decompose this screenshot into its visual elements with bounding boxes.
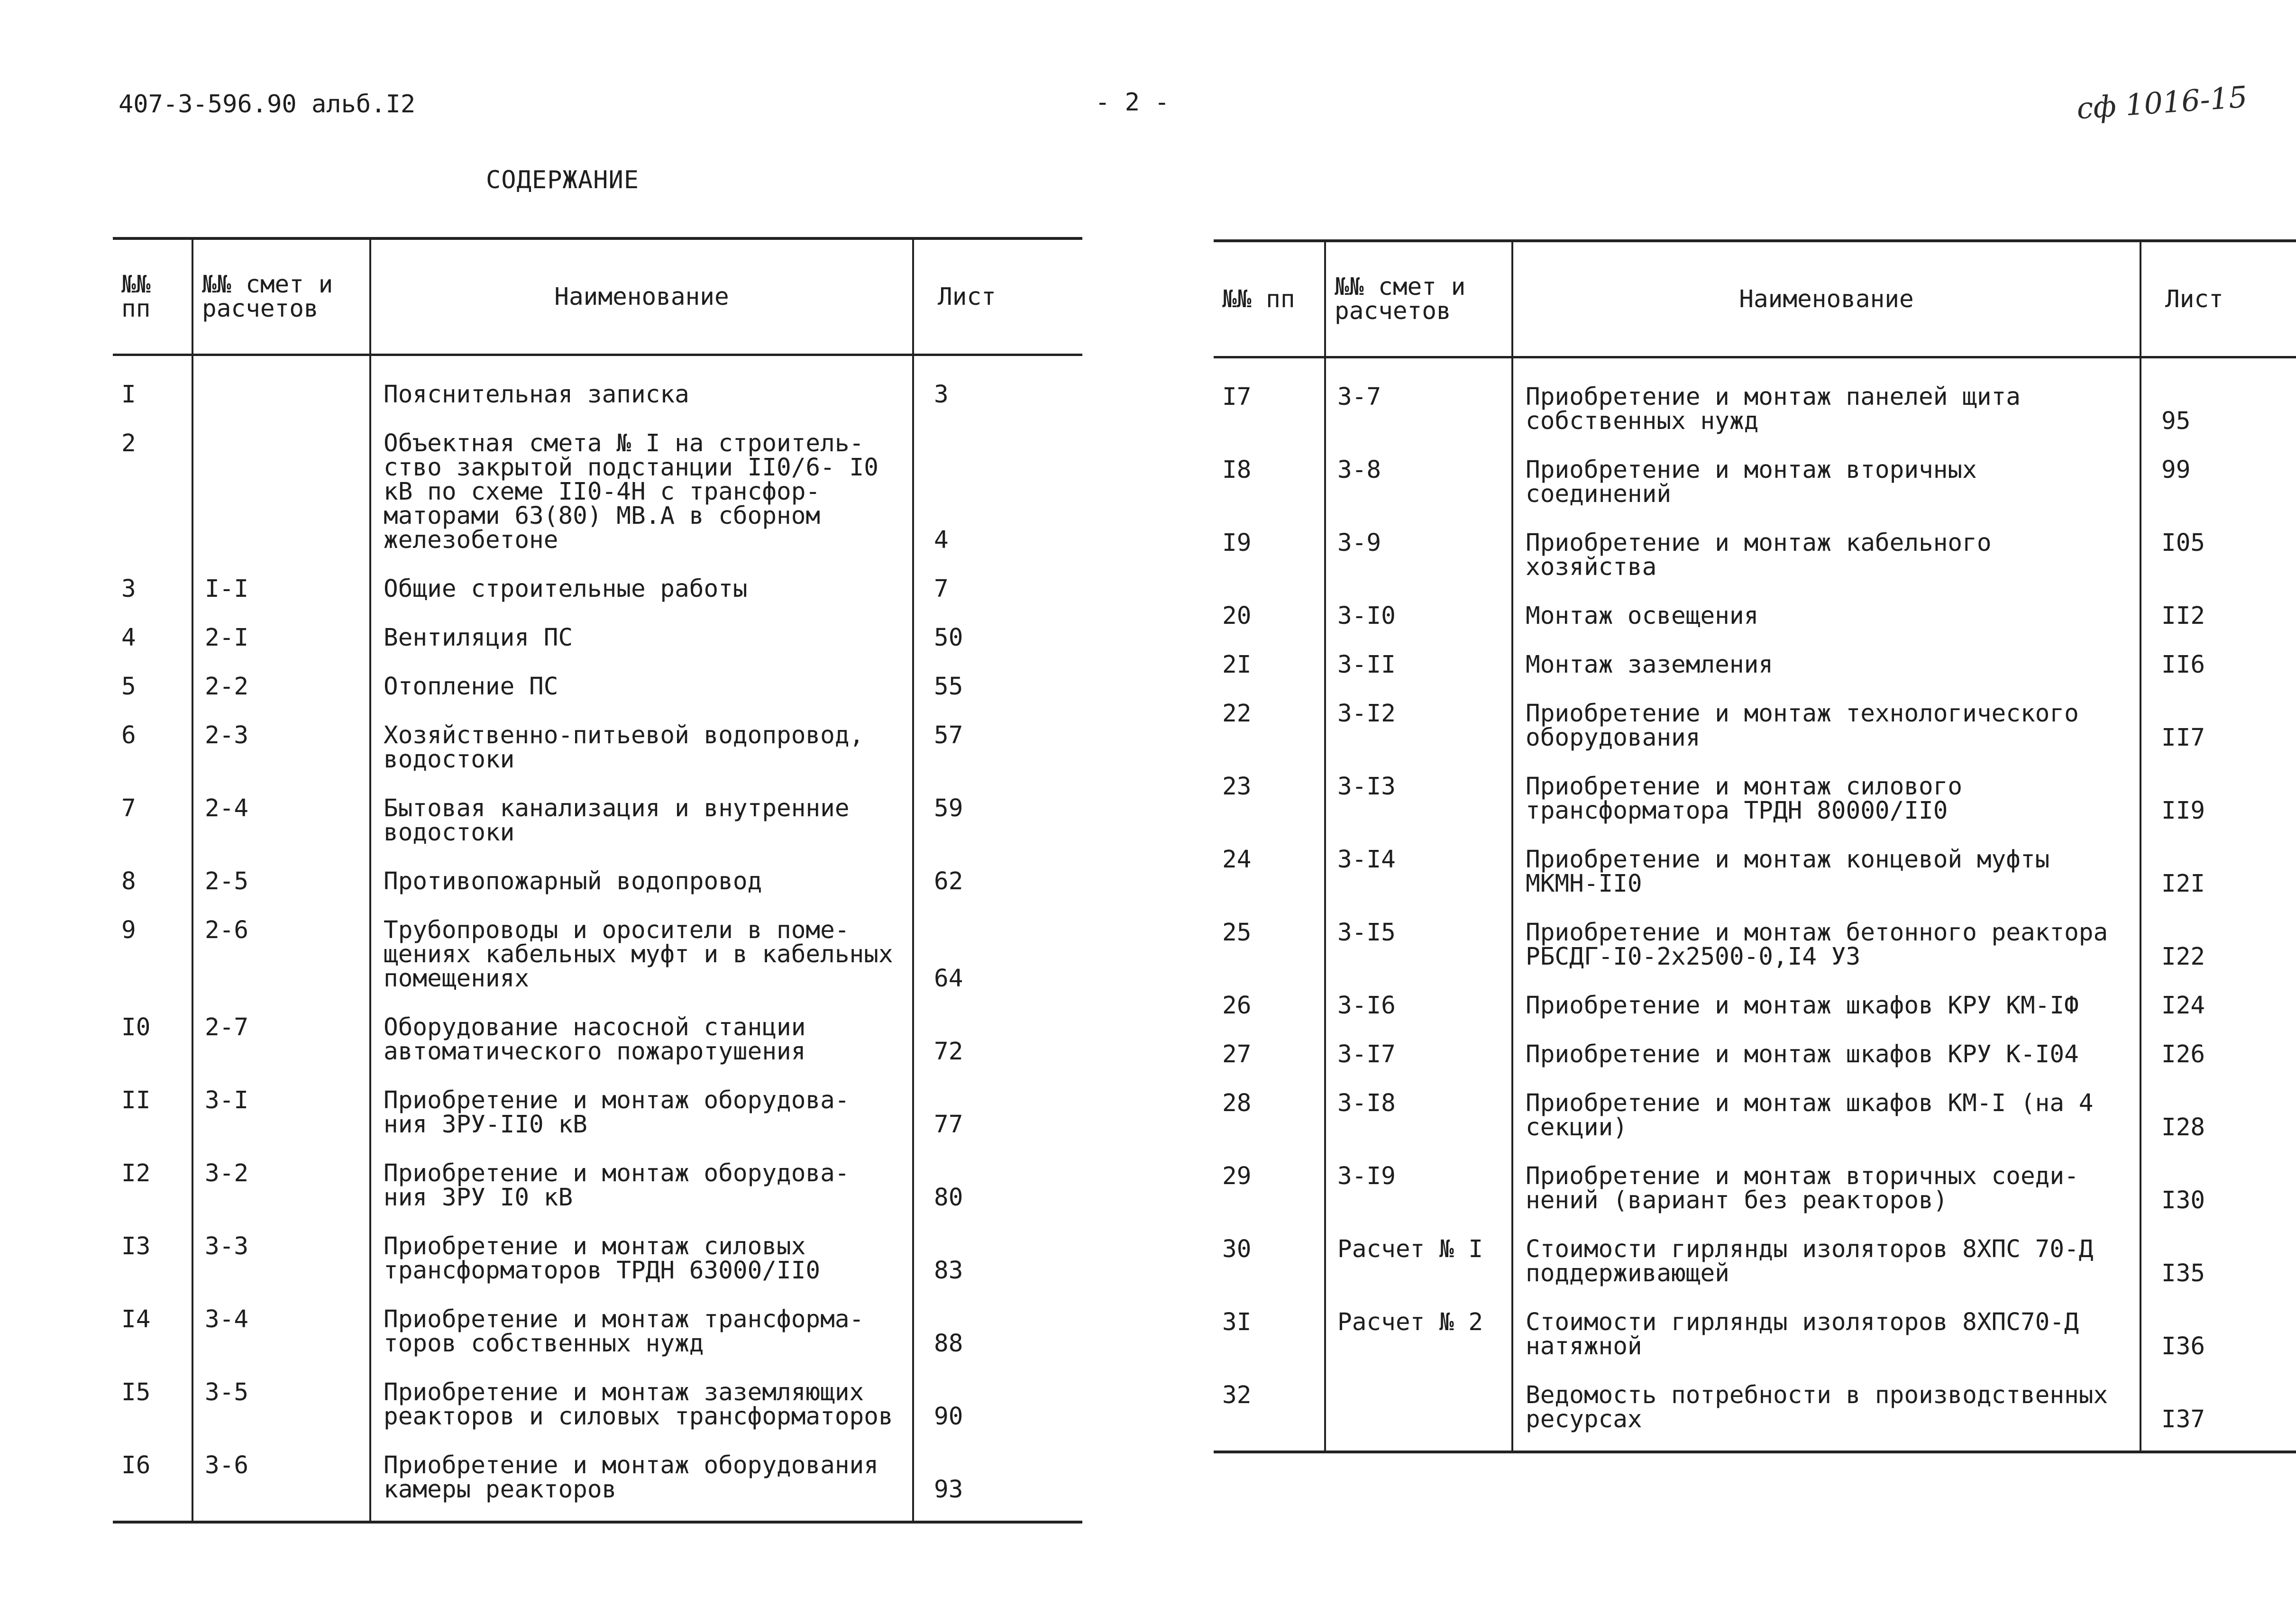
- row-name: Приобретение и монтаж технологического оборудования: [1512, 702, 2140, 775]
- row-sheet: 3: [913, 355, 1082, 432]
- row-name: Приобретение и монтаж шкафов КМ-I (на 4 секции): [1512, 1091, 2140, 1164]
- row-name: Отопление ПС: [370, 675, 913, 723]
- row-sheet: I26: [2140, 1042, 2296, 1091]
- row-number: 22: [1222, 702, 1252, 728]
- page-title: СОДЕРЖАНИЕ: [486, 166, 640, 194]
- row-number: 5: [121, 675, 136, 701]
- row-number: 28: [1222, 1091, 1252, 1117]
- row-name: Приобретение и монтаж оборудования камеры реакторов: [370, 1453, 913, 1522]
- table-row: [1214, 921, 2296, 994]
- row-sheet: I2I: [2140, 848, 2296, 921]
- table-row: [113, 1015, 1082, 1088]
- row-estimate: 2-3: [192, 723, 370, 796]
- row-number: 4: [121, 626, 136, 652]
- table-row: [113, 1161, 1082, 1234]
- row-number: 2: [121, 431, 136, 457]
- row-sheet: I35: [2140, 1237, 2296, 1310]
- row-name: Стоимости гирлянды изоляторов 8ХПС 70-Д поддерживающей: [1512, 1237, 2140, 1310]
- row-name: Ведомость потребности в производственных ресурсах: [1512, 1383, 2140, 1452]
- row-estimate: 3-I7: [1325, 1042, 1512, 1091]
- row-number: 3: [121, 577, 136, 603]
- table-row: [113, 796, 1082, 869]
- row-sheet: II2: [2140, 604, 2296, 653]
- row-sheet: I37: [2140, 1383, 2296, 1452]
- row-estimate: Расчет № I: [1325, 1237, 1512, 1310]
- document-code: 407-3-596.90 альб.I2: [119, 90, 416, 119]
- row-number: 29: [1222, 1164, 1252, 1190]
- contents-table-right: [1214, 239, 2296, 1453]
- row-name: Приобретение и монтаж шкафов КРУ К-I04: [1512, 1042, 2140, 1091]
- contents-table-left: [113, 237, 1082, 1524]
- row-number: 20: [1222, 604, 1252, 630]
- row-name: Бытовая канализация и внутренние водостоки: [370, 796, 913, 869]
- archive-stamp: сф 1016-15: [2075, 79, 2249, 126]
- table-row: [113, 431, 1082, 577]
- row-number: I5: [121, 1380, 151, 1406]
- row-number: I0: [121, 1015, 151, 1041]
- table-row: [1214, 1383, 2296, 1452]
- row-estimate: 3-9: [1325, 531, 1512, 604]
- row-number: 2I: [1222, 653, 1252, 679]
- row-name: Приобретение и монтаж вторичных соеди- нений (вариант без реакторов): [1512, 1164, 2140, 1237]
- row-estimate: 3-2: [192, 1161, 370, 1234]
- row-name: Оборудование насосной станции автоматического пожаротушения: [370, 1015, 913, 1088]
- row-estimate: 2-6: [192, 918, 370, 1015]
- row-number: 24: [1222, 848, 1252, 874]
- col-header-num: №№ пп: [1214, 241, 1325, 357]
- table-row: [1214, 357, 2296, 458]
- row-estimate: 3-I0: [1325, 604, 1512, 653]
- row-number: 30: [1222, 1237, 1252, 1263]
- row-estimate: 3-4: [192, 1307, 370, 1380]
- row-estimate: 3-I4: [1325, 848, 1512, 921]
- table-row: [1214, 848, 2296, 921]
- col-header-estimate: №№ смет и расчетов: [192, 238, 370, 355]
- row-number: I8: [1222, 458, 1252, 484]
- row-number: I2: [121, 1161, 151, 1187]
- row-estimate: 2-5: [192, 869, 370, 918]
- row-estimate: 3-7: [1325, 357, 1512, 458]
- row-name: Объектная смета № I на строитель- ство закрытой подстанции II0/6- I0 кВ по схеме II0-4Н с трансфор- маторами 63(80) МВ.А в сборном железобетоне: [370, 431, 913, 577]
- row-estimate: [1325, 1383, 1512, 1452]
- row-number: I7: [1222, 383, 1252, 411]
- row-estimate: 3-I8: [1325, 1091, 1512, 1164]
- row-number: 3I: [1222, 1310, 1252, 1336]
- row-number: I: [121, 381, 136, 409]
- table-row: [1214, 775, 2296, 848]
- table-row: [113, 577, 1082, 626]
- row-estimate: 3-3: [192, 1234, 370, 1307]
- row-estimate: 3-I9: [1325, 1164, 1512, 1237]
- table-row: [113, 723, 1082, 796]
- row-estimate: 3-I: [192, 1088, 370, 1161]
- table-row: [1214, 1042, 2296, 1091]
- row-number: 27: [1222, 1042, 1252, 1068]
- row-name: Приобретение и монтаж оборудова- ния ЗРУ-II0 кВ: [370, 1088, 913, 1161]
- row-estimate: 2-4: [192, 796, 370, 869]
- row-sheet: 80: [913, 1161, 1082, 1234]
- row-name: Приобретение и монтаж панелей щита собственных нужд: [1512, 357, 2140, 458]
- table-row: [113, 1380, 1082, 1453]
- table-row: [113, 626, 1082, 675]
- row-sheet: 62: [913, 869, 1082, 918]
- row-name: Приобретение и монтаж заземляющих реакторов и силовых трансформаторов: [370, 1380, 913, 1453]
- page-number: - 2 -: [1095, 88, 1170, 117]
- col-header-sheet: Лист: [913, 238, 1082, 355]
- row-name: Приобретение и монтаж кабельного хозяйства: [1512, 531, 2140, 604]
- row-number: 26: [1222, 994, 1252, 1020]
- row-name: Приобретение и монтаж силовых трансформаторов ТРДН 63000/II0: [370, 1234, 913, 1307]
- col-header-num: №№ пп: [113, 238, 192, 355]
- row-sheet: 64: [913, 918, 1082, 1015]
- row-sheet: 83: [913, 1234, 1082, 1307]
- row-sheet: 59: [913, 796, 1082, 869]
- row-sheet: 55: [913, 675, 1082, 723]
- row-name: Приобретение и монтаж вторичных соединений: [1512, 458, 2140, 531]
- row-estimate: 3-6: [192, 1453, 370, 1522]
- row-estimate: 2-7: [192, 1015, 370, 1088]
- row-name: Стоимости гирлянды изоляторов 8ХПС70-Д натяжной: [1512, 1310, 2140, 1383]
- row-sheet: I36: [2140, 1310, 2296, 1383]
- table-row: [1214, 458, 2296, 531]
- col-header-name: Наименование: [1512, 241, 2140, 357]
- row-estimate: 3-I5: [1325, 921, 1512, 994]
- row-number: 7: [121, 796, 136, 822]
- table-header-row: [113, 238, 1082, 355]
- table-row: [113, 355, 1082, 432]
- row-sheet: 88: [913, 1307, 1082, 1380]
- row-sheet: 50: [913, 626, 1082, 675]
- table-row: [113, 1234, 1082, 1307]
- col-header-estimate: №№ смет и расчетов: [1325, 241, 1512, 357]
- row-sheet: 7: [913, 577, 1082, 626]
- table-row: [113, 1088, 1082, 1161]
- table-row: [1214, 1164, 2296, 1237]
- row-sheet: I28: [2140, 1091, 2296, 1164]
- row-sheet: I05: [2140, 531, 2296, 604]
- row-estimate: 3-I2: [1325, 702, 1512, 775]
- row-estimate: 2-I: [192, 626, 370, 675]
- row-number: I6: [113, 1453, 192, 1522]
- table-row: [1214, 653, 2296, 702]
- table-row: [1214, 1237, 2296, 1310]
- row-number: II: [121, 1088, 151, 1114]
- row-estimate: 3-II: [1325, 653, 1512, 702]
- row-sheet: II6: [2140, 653, 2296, 702]
- row-estimate: I-I: [192, 577, 370, 626]
- row-name: Пояснительная записка: [370, 355, 913, 432]
- row-name: Общие строительные работы: [370, 577, 913, 626]
- table-row: [113, 1307, 1082, 1380]
- table-row: [1214, 604, 2296, 653]
- table-row: [1214, 702, 2296, 775]
- row-number: I9: [1222, 531, 1252, 557]
- row-name: Трубопроводы и оросители в поме- щениях кабельных муфт и в кабельных помещениях: [370, 918, 913, 1015]
- row-sheet: II7: [2140, 702, 2296, 775]
- row-sheet: 93: [913, 1453, 1082, 1522]
- row-sheet: 90: [913, 1380, 1082, 1453]
- row-name: Приобретение и монтаж силового трансформатора ТРДН 80000/II0: [1512, 775, 2140, 848]
- table-row: [113, 675, 1082, 723]
- table-header-row: [1214, 241, 2296, 357]
- row-name: Хозяйственно-питьевой водопровод, водостоки: [370, 723, 913, 796]
- row-sheet: 4: [913, 431, 1082, 577]
- table-row: [113, 918, 1082, 1015]
- row-sheet: 95: [2140, 357, 2296, 458]
- row-name: Вентиляция ПС: [370, 626, 913, 675]
- row-name: Приобретение и монтаж шкафов КРУ КМ-IФ: [1512, 994, 2140, 1042]
- row-name: Приобретение и монтаж концевой муфты МКМН-II0: [1512, 848, 2140, 921]
- row-number: 32: [1214, 1383, 1325, 1452]
- row-number: 9: [121, 918, 136, 944]
- row-estimate: 3-I6: [1325, 994, 1512, 1042]
- col-header-sheet: Лист: [2140, 241, 2296, 357]
- row-name: Противопожарный водопровод: [370, 869, 913, 918]
- table-row: [113, 869, 1082, 918]
- row-number: I3: [121, 1234, 151, 1260]
- table-row: [1214, 1310, 2296, 1383]
- row-sheet: I22: [2140, 921, 2296, 994]
- row-sheet: 57: [913, 723, 1082, 796]
- row-estimate: [192, 431, 370, 577]
- table-row: [1214, 531, 2296, 604]
- row-estimate: 3-5: [192, 1380, 370, 1453]
- row-estimate: Расчет № 2: [1325, 1310, 1512, 1383]
- row-sheet: I24: [2140, 994, 2296, 1042]
- row-sheet: 77: [913, 1088, 1082, 1161]
- row-number: 6: [121, 723, 136, 749]
- row-name: Приобретение и монтаж трансформа- торов собственных нужд: [370, 1307, 913, 1380]
- table-row: [113, 1453, 1082, 1522]
- row-number: 8: [121, 869, 136, 895]
- row-sheet: II9: [2140, 775, 2296, 848]
- row-sheet: 99: [2140, 458, 2296, 531]
- row-number: 23: [1222, 775, 1252, 801]
- row-estimate: 2-2: [192, 675, 370, 723]
- table-row: [1214, 994, 2296, 1042]
- row-estimate: [192, 355, 370, 432]
- row-name: Монтаж заземления: [1512, 653, 2140, 702]
- row-number: 25: [1222, 921, 1252, 947]
- col-header-name: Наименование: [370, 238, 913, 355]
- row-name: Монтаж освещения: [1512, 604, 2140, 653]
- table-row: [1214, 1091, 2296, 1164]
- row-sheet: 72: [913, 1015, 1082, 1088]
- row-number: I4: [121, 1307, 151, 1333]
- row-estimate: 3-8: [1325, 458, 1512, 531]
- row-name: Приобретение и монтаж бетонного реактора РБСДГ-I0-2х2500-0,I4 УЗ: [1512, 921, 2140, 994]
- row-sheet: I30: [2140, 1164, 2296, 1237]
- row-name: Приобретение и монтаж оборудова- ния ЗРУ I0 кВ: [370, 1161, 913, 1234]
- row-estimate: 3-I3: [1325, 775, 1512, 848]
